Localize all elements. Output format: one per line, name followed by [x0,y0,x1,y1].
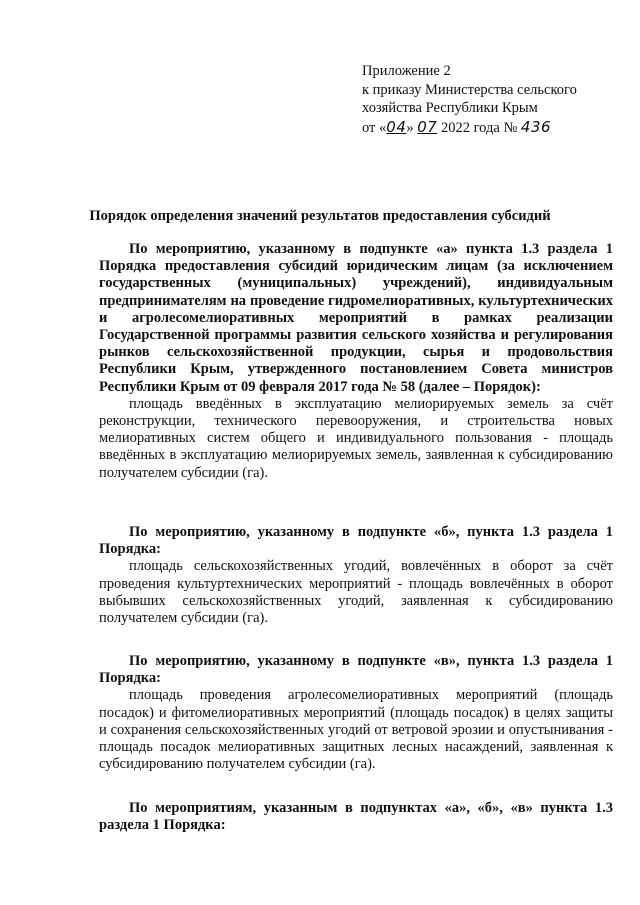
order-day-handwritten: 04 [386,117,407,136]
section-heading: По мероприятию, указанному в подпункте «а» пункта 1.3 раздела 1 Порядка предоставления субсидий юридическим лицам (за исключением государственных (муниципальных) учреждений), индивидуальным предпринимателям на проведение гидромелиоративных, культуртехнических и агролесомелиоративных мероприятий в рамках реализации Государственной программы развития сельского хозяйства и регулирования рынков сельскохозяйственной продукции, сырья и продовольствия Республики Крым, утвержденного постановлением Совета министров Республики Крым от 09 февраля 2017 года № 58 (далее – Порядок): [99,241,613,395]
section-heading: По мероприятиям, указанным в подпунктах «а», «б», «в» пункта 1.3 раздела 1 Порядка: [99,800,613,834]
document-title: Порядок определения значений результатов предоставления субсидий [89,208,551,224]
section-heading: По мероприятию, указанному в подпункте «б», пункта 1.3 раздела 1 Порядка: [99,524,613,558]
section-body: площадь проведения агролесомелиоративных мероприятий (площадь посадок) и фитомелиоративных мероприятий (площадь посадок) в целях защиты и сохранения сельскохозяйственных угодий от ветровой эрозии и опустынивания - площадь посадок мелиоративных защитных лесных насаждений, заявленная к субсидированию получателем субсидии (га). [99,687,613,773]
annex-header [362,62,622,137]
order-mid: » [406,119,418,136]
section-heading: По мероприятию, указанному в подпункте «в», пункта 1.3 раздела 1 Порядка: [99,653,613,687]
order-number-handwritten: 436 [520,117,552,136]
order-year-text: 2022 года № [437,119,521,136]
section-subpoint-v [99,653,613,773]
section-subpoint-a [99,241,613,482]
order-month-handwritten: 07 [417,117,438,136]
section-subpoint-b [99,524,613,627]
annex-order-line-2: хозяйства Республики Крым [362,100,538,116]
annex-order-date-line [362,118,622,138]
annex-order-line-1: к приказу Министерства сельского [362,81,577,98]
annex-title: Приложение 2 [362,63,451,79]
section-subpoints-abv [99,800,613,834]
section-body: площадь сельскохозяйственных угодий, вовлечённых в оборот за счёт проведения культуртехнических мероприятий - площадь вовлечённых в оборот выбывших сельскохозяйственных угодий, заявленная к субсидированию получателем субсидии (га). [99,558,613,627]
section-body: площадь введённых в эксплуатацию мелиорируемых земель за счёт реконструкции, технического перевооружения, и строительства новых мелиоративных систем общего и индивидуального пользования - площадь введённых в эксплуатацию мелиорируемых земель, заявленная к субсидированию получателем субсидии (га). [99,395,613,481]
order-prefix: от « [362,119,387,136]
